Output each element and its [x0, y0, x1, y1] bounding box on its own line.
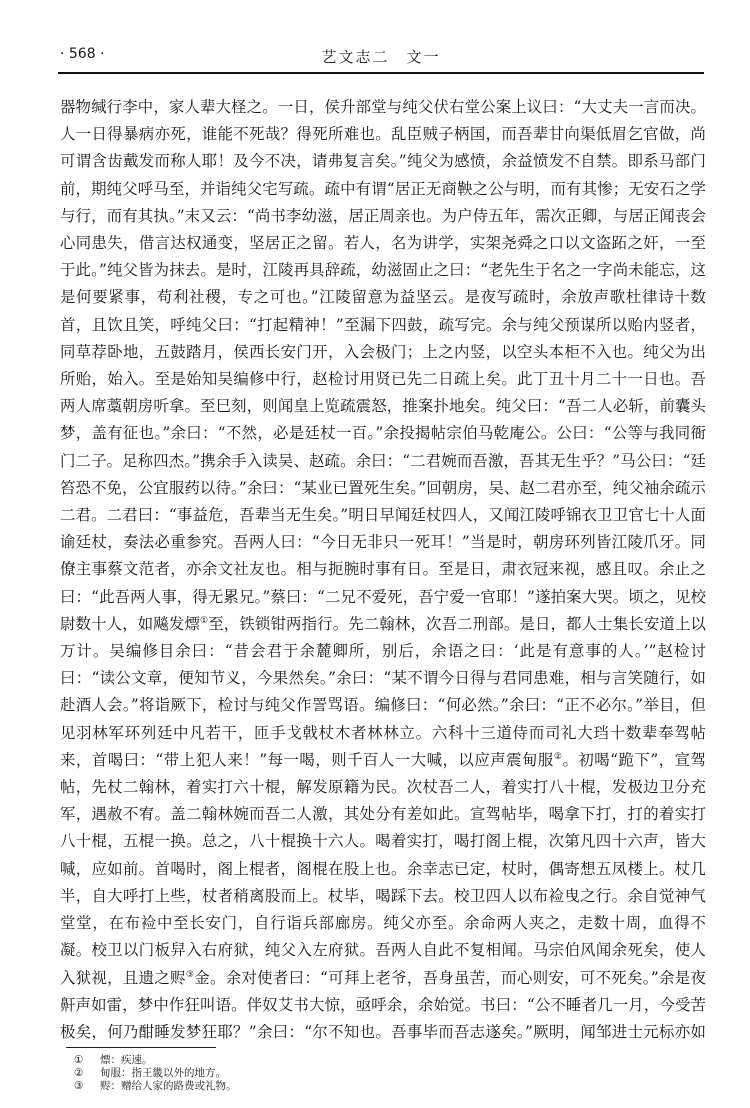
footnote-text: 熛：疾速。	[100, 1054, 153, 1066]
footnote-text: 赆：赠给人家的路费或礼物。	[100, 1080, 237, 1092]
page-number: · 568 ·	[60, 46, 105, 62]
page-header	[60, 46, 702, 68]
footnote-text: 甸服：指王畿以外的地方。	[100, 1067, 226, 1079]
footnote-item	[74, 1080, 237, 1093]
header-rule	[58, 72, 704, 74]
footnote-ref-1[interactable]: ①	[200, 615, 209, 626]
body-paragraph: 器物缄行李中，家人辈大柽之。一日，侯升部堂与纯父伏右堂公案上议曰：“大丈夫一言而决。人一日得暴病亦死，谁能不死哉？得死所难也。乱臣贼子柄国，而吾辈甘向渠低眉乞官做，尚可谓含齿戴发而称人耶！及今不决，请弗复言矣。”纯父为感愤，余益愤发不自禁。即系马部门前，期纯父呼马至，并诣纯父宅写疏。疏中有谓“居正无商鞅之公与明，而有其惨；无安石之学与行，而有其执。”末又云：“尚书李幼滋，居正周亲也。为户侍五年，需次正卿，与居正闻丧会心同患失，借言达权通变，坚居正之留。若人，名为讲学，实架尧舜之口以文盗跖之奸，一至于此。”纯父皆为抹去。是时，江陵再具辞疏，幼滋固止之曰：“老先生于名之一字尚未能忘，这是何要紧事，苟利社稷，专之可也。”江陵留意为益坚云。是夜写疏时，余放声歌杜律诗十数首，且饮且笑，呼纯父曰：“打起精神！”至漏下四鼓，疏写完。余与纯父预谋所以贻内竖者，同草荐卧地，五鼓踏月，侯西长安门开，入会极门；上之内竖，以空头本柜不入也。纯父为出所贻，始入。至是始知吴编修中行，赵检讨用贤已先二日疏上矣。此丁丑十月二十一日也。吾两人席藁朝房听拿。至巳刻，则闻皇上览疏震怒，推案扑地矣。纯父曰：“吾二人必斩，前囊头梦，盖有征也。”余曰：“不然，必是廷杖一百。”余投揭帖宗伯马乾庵公。公曰：“公等与我同衙门二子。足称四杰。”携余手入读吴、赵疏。余曰：“二君婉而吾激，吾其无生乎？”马公曰：“廷笞恐不免，公宜服药以待。”余曰：“某业已置死生矣。”回朝房，吴、赵二君亦至，纯父袖余疏示二君。二君曰：“事益危，吾辈当无生矣。”明日早闻廷杖四人，又闻江陵呼锦衣卫卫官七十人面谕廷杖，奏法必重参究。吾两人曰：“今日无非只一死耳！”当是时，朝房环列皆江陵爪牙。同僚主事蔡文范者，亦余文社友也。相与扼腕时事有日。至是日，肃衣冠来视，感且叹。余止之曰：“此吾两人事，得无累兄。”蔡曰：“二兄不爱死，吾宁爱一官耶！”遂拍案大哭。顷之，见校尉数十人，如飚发熛	[60, 98, 706, 633]
footnote-item	[74, 1067, 237, 1080]
body-text	[60, 94, 706, 1040]
footnote-ref-2[interactable]: ②	[553, 751, 563, 762]
footnote-mark: ③	[74, 1080, 84, 1092]
footnote-item	[74, 1054, 237, 1067]
body-paragraph-continued: 。初喝“跪下”，宣驾帖，先杖二翰林，着实打六十棍，解发原籍为民。次杖吾二人，着实打八十棍，发极边卫分充军，遇赦不宥。盖二翰林婉而吾二人激，其处分有差如此。宣驾帖毕，喝拿下打，打的着实打八十棍，五棍一换。总之，八十棍换十六人。喝着实打，喝打阁上棍，次第凡四十六声，皆大喊，应如前。首喝时，阁上棍者，阁棍在股上也。余幸志已定，杖时，偶寄想五凤楼上。杖几半，自大呼打上些，杖者稍离股而上。杖毕，喝踩下去。校卫四人以布裣曳之行。余自觉神气堂堂，在布裣中至长安门，自行诣兵部廊房。纯父亦至。余命两人夹之，走数十周，血得不凝。校卫以门板舁入右府狱，纯父入左府狱。吾两人自此不复相闻。马宗伯风闻余死矣，使人入狱视，且遗之赆	[60, 750, 706, 987]
footnotes	[74, 1054, 237, 1093]
body-paragraph-continued: 至，铁锁钳两指行。先二翰林，次吾二刑部。是日，都人士集长安道上以万计。吴编修目余曰：“昔会君于余麓卿所，别后，余语之曰：‘此是有意事的人。’”赵检讨曰：“读公文章，便知节义，今果然矣。”余曰：“某不谓今日得与君同患难，相与言笑随行，如赴酒人会。”将诣厥下，检讨与纯父作詈骂语。编修曰：“何必然。”余曰：“正不必尔。”举目，但见羽林军环列廷中凡若干，匝手戈戟杖木者林林立。六科十三道侍而司礼大珰十数辈奉驾帖来，首喝曰：“带上犯人来！”每一喝，则千百人一大喊，以应声震甸服	[60, 614, 706, 769]
footnote-mark: ①	[74, 1054, 84, 1066]
footnote-rule	[66, 1047, 216, 1048]
footnote-ref-3[interactable]: ③	[185, 969, 195, 980]
running-title: 艺文志二 文一	[321, 48, 441, 66]
footnote-mark: ②	[74, 1067, 84, 1079]
body-paragraph-continued: 金。余对使者曰：“可拜上老爷，吾身虽苦，而心则安，可不死矣。”余是夜鼾声如雷，梦中作狂叫语。伴奴艾书大惊，亟呼余，余始觉。书曰：“公不睡者几一月，今受苦极矣，何乃酣睡发梦狂耶？”余曰：“尔不知也。吾事毕而吾志遂矣。”厥明，闻邹进士元标亦如	[60, 968, 706, 1040]
